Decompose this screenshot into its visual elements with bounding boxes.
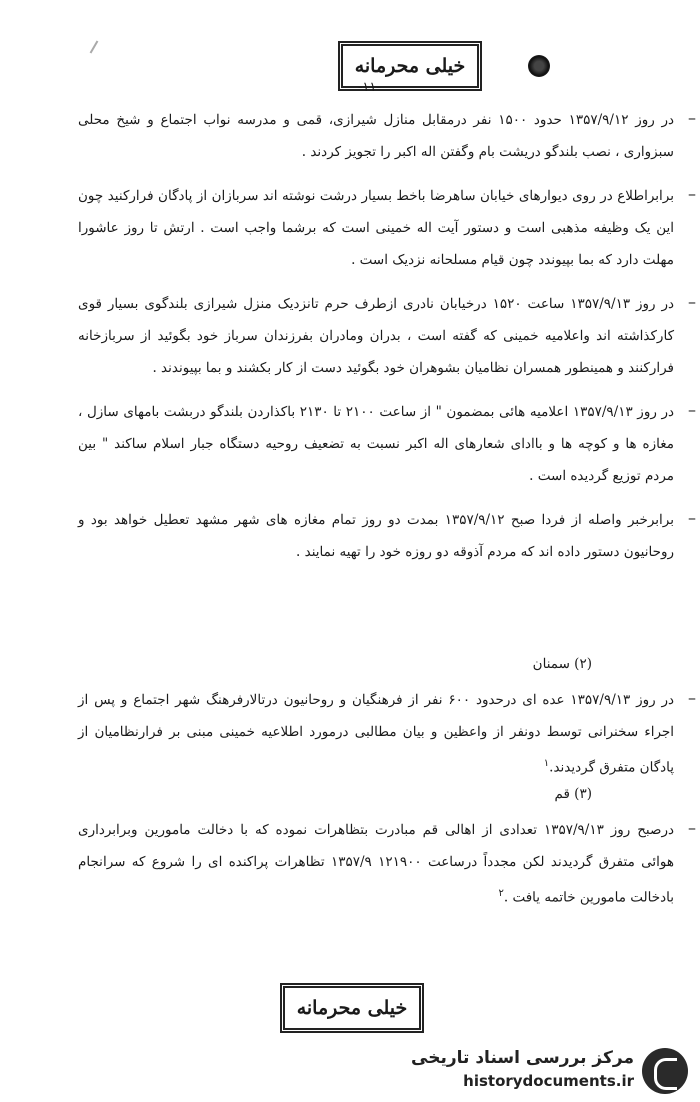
report-item: – در روز ۱۳۵۷/۹/۱۳ عده ای درحدود ۶۰۰ نفر از فرهنگیان و روحانیون درتالارفرهنگ شهر اجتماع و پس از اجراء سخنرانی توسط دونفر از واعظین و بیان مطالبی درمورد اطلاعیه خمینی مبنی بر فرارنظامیان از پادگان متفرق گردیدند.$^۱$: [78, 684, 674, 784]
report-item: – برابراطلاع در روی دیوارهای خیابان ساهرضا باخط بسیار درشت نوشته اند سربازان از پادگان فرارکنید چون این یک وظیفه مذهبی است و دستور آیت اله خمینی است که برشما واجب است . ارتش تا روز عاشورا مهلت دارد که بما بپیوندد چون قیام مسلحانه نزدیک است .: [78, 180, 674, 276]
report-item: – برابرخبر واصله از فردا صبح ۱۳۵۷/۹/۱۲ بمدت دو روز تمام مغازه های شهر مشهد تعطیل خواهد بود و روحانیون دستور داده اند که مردم آذوقه دو روزه خود را تهیه نمایند .: [78, 504, 674, 568]
seal-icon: [528, 55, 550, 77]
footnote-mark: ۱: [543, 758, 550, 769]
report-item-text: در روز ۱۳۵۷/۹/۱۲ حدود ۱۵۰۰ نفر درمقابل منازل شیرازی، قمی و مدرسه نواب اجتماع و شیخ محلی سبزواری ، نصب بلندگو دریشت بام وگفتن اله اکبر را تجویز کردند .: [78, 112, 674, 160]
scan-mark: [90, 40, 99, 53]
footnote-mark: ۲: [498, 888, 504, 899]
report-item-text: برابراطلاع در روی دیوارهای خیابان ساهرضا باخط بسیار درشت نوشته اند سربازان از پادگان فرارکنید چون این یک وظیفه مذهبی است و دستور آیت اله خمینی است که برشما واجب است . ارتش تا روز عاشورا مهلت دارد که بما بپیوندد چون قیام مسلحانه نزدیک است .: [78, 188, 674, 268]
classification-stamp-bottom: خیلی محرمانه: [283, 986, 421, 1030]
section-title-semnan: (۲) سمنان: [532, 656, 592, 672]
archive-logo-icon: [642, 1048, 688, 1094]
report-item-text: برابرخبر واصله از فردا صبح ۱۳۵۷/۹/۱۲ بمدت دو روز تمام مغازه های شهر مشهد تعطیل خواهد بود و روحانیون دستور داده اند که مردم آذوقه دو روزه خود را تهیه نمایند .: [78, 512, 674, 560]
report-item-text: درصبح روز ۱۳۵۷/۹/۱۳ تعدادی از اهالی قم مبادرت بتظاهرات نموده که با دخالت مامورین وبرابرداری هوائی متفرق گردیدند لکن مجدداً درساعت ۱۲۱۹۰۰ ۱۳۵۷/۹ تظاهرات پراکنده ای را شروع که سرانجام بادخالت مامورین خاتمه یافت .$^۲$: [78, 822, 675, 906]
report-item: – در روز ۱۳۵۷/۹/۱۳ ساعت ۱۵۲۰ درخیابان نادری ازطرف حرم تانزدیک منزل شیرازی بلندگوی بسیار قوی کارکذاشته اند واعلامیه خمینی که گفته است ، بدران ومادران بفرزندان سرباز خود بگوئید از سربازخانه فرارکنند و همینطور همسران نظامیان بشوهران خود بگوئید دست از کار بکشند و بما بپیوندند .: [78, 288, 674, 384]
report-item: – در روز ۱۳۵۷/۹/۱۳ اعلامیه هائی بمضمون " از ساعت ۲۱۰۰ تا ۲۱۳۰ باکذاردن بلندگو دربشت بامهای سازل ، مغازه ها و کوچه ها و باادای شعارهای اله اکبر نسبت به تضعیف روحیه دستگاه جبار اسلام ساکند " بین مردم توزیع گردیده است .: [78, 396, 674, 492]
report-item-text: در روز ۱۳۵۷/۹/۱۳ ساعت ۱۵۲۰ درخیابان نادری ازطرف حرم تانزدیک منزل شیرازی بلندگوی بسیار قوی کارکذاشته اند واعلامیه خمینی که گفته است ، بدران ومادران بفرزندان سرباز خود بگوئید از سربازخانه فرارکنند و همینطور همسران نظامیان بشوهران خود بگوئید دست از کار بکشند و بما بپیوندند .: [78, 296, 675, 376]
report-item-text: در روز ۱۳۵۷/۹/۱۳ اعلامیه هائی بمضمون " از ساعت ۲۱۰۰ تا ۲۱۳۰ باکذاردن بلندگو دربشت بامهای سازل ، مغازه ها و کوچه ها و باادای شعارهای اله اکبر نسبت به تضعیف روحیه دستگاه جبار اسلام ساکند " بین مردم توزیع گردیده است .: [78, 404, 674, 484]
section-title-qom: (۳) قم: [554, 786, 592, 802]
report-item-text: در روز ۱۳۵۷/۹/۱۳ عده ای درحدود ۶۰۰ نفر از فرهنگیان و روحانیون درتالارفرهنگ شهر اجتماع و پس از اجراء سخنرانی توسط دونفر از واعظین و بیان مطالبی درمورد اطلاعیه خمینی مبنی بر فرارنظامیان از پادگان متفرق گردیدند.$^۱$: [78, 692, 675, 776]
section-semnan-items: [78, 684, 696, 796]
watermark-title: مرکز بررسی اسناد تاریخی: [411, 1048, 634, 1068]
section-qom-items: [78, 814, 696, 926]
report-items: [78, 104, 696, 580]
watermark-logo: [411, 1046, 688, 1098]
report-item: – در روز ۱۳۵۷/۹/۱۲ حدود ۱۵۰۰ نفر درمقابل منازل شیرازی، قمی و مدرسه نواب اجتماع و شیخ محلی سبزواری ، نصب بلندگو دریشت بام وگفتن اله اکبر را تجویز کردند .: [78, 104, 674, 168]
page-number: -۱۱-: [358, 80, 381, 95]
classification-stamp-top: خیلی محرمانه: [341, 44, 479, 88]
report-item: – درصبح روز ۱۳۵۷/۹/۱۳ تعدادی از اهالی قم مبادرت بتظاهرات نموده که با دخالت مامورین وبرابرداری هوائی متفرق گردیدند لکن مجدداً درساعت ۱۲۱۹۰۰ ۱۳۵۷/۹ تظاهرات پراکنده ای را شروع که سرانجام بادخالت مامورین خاتمه یافت .$^۲$: [78, 814, 674, 914]
watermark-url: historydocuments.ir: [463, 1072, 634, 1090]
